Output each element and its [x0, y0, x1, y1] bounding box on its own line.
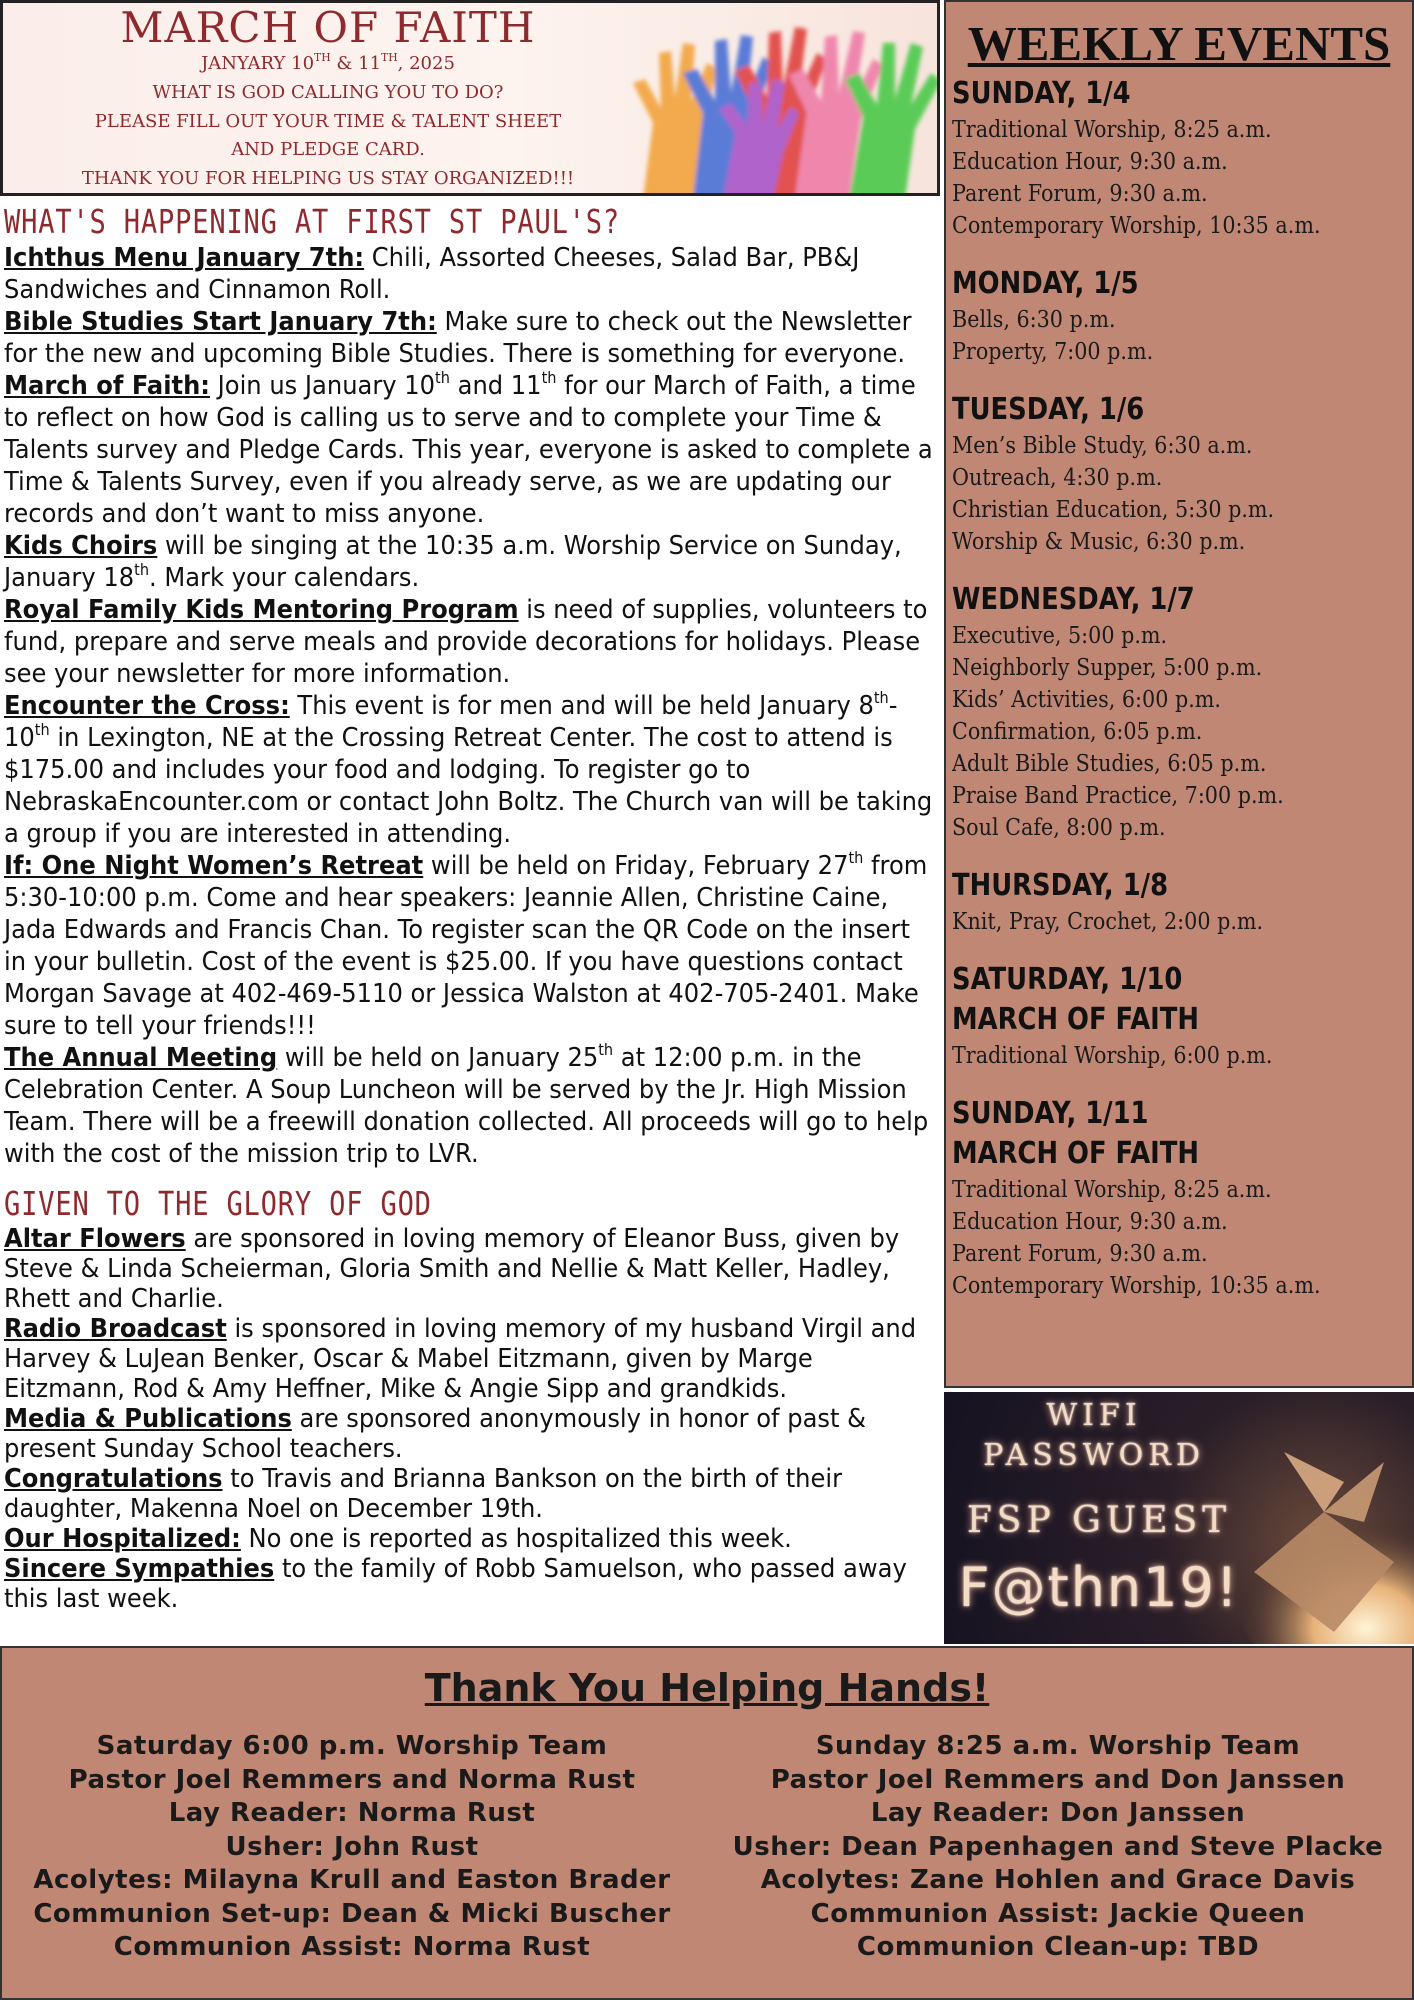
event-item: Education Hour, 9:30 a.m.	[952, 1209, 1228, 1235]
event-item: Knit, Pray, Crochet, 2:00 p.m.	[952, 909, 1264, 935]
annual-meeting-paragraph: The Annual Meeting will be held on January 25th at 12:00 p.m. in the Celebration Center. A Soup Luncheon will be served by the Jr. High Mission Team. There will be a freewill donation collected. All proceeds will go to help with the cost of the mission trip to LVR.	[4, 1040, 929, 1169]
team-line: Pastor Joel Remmers and Norma Rust	[68, 1764, 636, 1795]
kids-choirs-paragraph: Kids Choirs will be singing at the 10:35 a.m. Worship Service on Sunday, January 18th. Mark your calendars.	[4, 531, 902, 593]
event-item: Worship & Music, 6:30 p.m.	[952, 529, 1246, 555]
congratulations-paragraph: Congratulations to Travis and Brianna Bankson on the birth of their daughter, Makenna Noel on December 19th.	[4, 1464, 843, 1524]
event-day-monday-1-5	[946, 264, 1412, 368]
event-item: Contemporary Worship, 10:35 a.m.	[952, 213, 1321, 239]
event-item: Traditional Worship, 6:00 p.m.	[952, 1043, 1273, 1069]
event-item: Men’s Bible Study, 6:30 a.m.	[952, 433, 1253, 459]
event-day-heading: SATURDAY, 1/10	[952, 962, 1183, 997]
banner-title: MARCH OF FAITH	[120, 3, 536, 52]
event-item: Parent Forum, 9:30 a.m.	[952, 181, 1208, 207]
team-line: Usher: John Rust	[225, 1831, 479, 1862]
wifi-label: WIFI	[1046, 1398, 1142, 1433]
colorful-hands-illustration	[623, 13, 940, 196]
event-day-wednesday-1-7	[946, 580, 1412, 844]
event-day-subheading: MARCH OF FAITH	[952, 1136, 1199, 1171]
event-day-saturday-1-10	[946, 960, 1412, 1072]
team-line: Communion Assist: Jackie Queen	[810, 1898, 1306, 1929]
event-day-sunday-1-4	[946, 74, 1412, 242]
team-line: Lay Reader: Don Janssen	[870, 1798, 1246, 1828]
event-day-thursday-1-8	[946, 866, 1412, 938]
event-day-heading: WEDNESDAY, 1/7	[952, 582, 1195, 617]
event-item: Property, 7:00 p.m.	[952, 339, 1154, 365]
event-item: Bells, 6:30 p.m.	[952, 307, 1116, 333]
helping-hands-title: Thank You Helping Hands!	[424, 1666, 990, 1710]
wifi-password: F@thn19!	[958, 1556, 1240, 1619]
banner-line-question: WHAT IS GOD CALLING YOU TO DO?	[152, 82, 504, 103]
event-day-tuesday-1-6	[946, 390, 1412, 558]
wifi-network-name: FSP GUEST	[966, 1500, 1232, 1541]
radio-broadcast-paragraph: Radio Broadcast is sponsored in loving memory of my husband Virgil and Harvey & LuJean Benker, Oscar & Mabel Eitzmann, given by Marge Eitzmann, Rod & Amy Heffner, Mike & Angie Sipp and grandkids.	[4, 1314, 917, 1404]
event-item: Education Hour, 9:30 a.m.	[952, 149, 1228, 175]
event-item: Traditional Worship, 8:25 a.m.	[952, 117, 1272, 143]
media-publications-paragraph: Media & Publications are sponsored anonymously in honor of past & present Sunday School teachers.	[4, 1404, 867, 1464]
bible-studies-paragraph: Bible Studies Start January 7th: Make sure to check out the Newsletter for the new and upcoming Bible Studies. There is something for everyone.	[4, 307, 912, 369]
team-line: Usher: Dean Papenhagen and Steve Placke	[732, 1831, 1384, 1862]
altar-flowers-paragraph: Altar Flowers are sponsored in loving memory of Eleanor Buss, given by Steve & Linda Scheierman, Gloria Smith and Nellie & Matt Keller, Hadley, Rhett and Charlie.	[4, 1224, 900, 1314]
helping-hands-panel	[0, 1646, 1414, 2000]
royal-family-paragraph: Royal Family Kids Mentoring Program is need of supplies, volunteers to fund, prepare and serve meals and provide decorations for holidays. Please see your newsletter for more information.	[4, 595, 928, 689]
team-line: Lay Reader: Norma Rust	[168, 1798, 536, 1828]
wifi-password-panel	[944, 1392, 1414, 1644]
event-item: Neighborly Supper, 5:00 p.m.	[952, 655, 1263, 681]
sunday-team-column	[702, 1730, 1414, 1965]
encounter-cross-paragraph: Encounter the Cross: This event is for men and will be held January 8th-10th in Lexington, NE at the Crossing Retreat Center. The cost to attend is $175.00 and includes your food and lodging. To register go to NebraskaEncounter.com or contact John Boltz. The Church van will be taking a group if you are interested in attending.	[4, 688, 933, 849]
team-line: Acolytes: Milayna Krull and Easton Brader	[33, 1865, 671, 1895]
event-item: Executive, 5:00 p.m.	[952, 623, 1168, 649]
march-of-faith-banner	[0, 0, 940, 196]
banner-date: JANYARY 10TH & 11TH, 2025	[201, 50, 455, 74]
event-day-heading: MONDAY, 1/5	[952, 266, 1139, 301]
ichthus-menu-paragraph: Ichthus Menu January 7th: Chili, Assorted Cheeses, Salad Bar, PB&J Sandwiches and Cinnamon Roll.	[4, 243, 860, 305]
event-item: Soul Cafe, 8:00 p.m.	[952, 815, 1166, 841]
women-retreat-paragraph: If: One Night Women’s Retreat will be held on Friday, February 27th from 5:30-10:00 p.m. Come and hear speakers: Jeannie Allen, Christine Caine, Jada Edwards and Francis Chan. To register scan the QR Code on the insert in your bulletin. Cost of the event is $25.00. If you have questions contact Morgan Savage at 402-469-5110 or Jessica Walston at 402-705-2401. Make sure to tell your friends!!!	[4, 848, 928, 1041]
team-line: Communion Assist: Norma Rust	[113, 1932, 591, 1962]
banner-line-pledge: AND PLEDGE CARD.	[231, 139, 425, 160]
event-item: Contemporary Worship, 10:35 a.m.	[952, 1273, 1321, 1299]
saturday-team-column	[2, 1730, 702, 1965]
event-item: Adult Bible Studies, 6:05 p.m.	[952, 751, 1267, 777]
march-of-faith-paragraph: March of Faith: Join us January 10th and 11th for our March of Faith, a time to reflect on how God is calling us to serve and to complete your Time & Talents survey and Pledge Cards. This year, everyone is asked to complete a Time & Talents Survey, even if you already serve, as we are updating our records and don’t want to miss anyone.	[4, 368, 933, 529]
event-item: Traditional Worship, 8:25 a.m.	[952, 1177, 1272, 1203]
team-line: Saturday 6:00 p.m. Worship Team	[96, 1731, 608, 1761]
team-line: Communion Set-up: Dean & Micki Buscher	[33, 1898, 671, 1929]
event-day-heading: THURSDAY, 1/8	[952, 868, 1169, 903]
event-day-sunday-1-11	[946, 1094, 1412, 1302]
event-day-heading: TUESDAY, 1/6	[952, 392, 1145, 427]
glory-of-god-heading: GIVEN TO THE GLORY OF GOD	[4, 1184, 432, 1223]
password-label: PASSWORD	[983, 1438, 1205, 1473]
event-item: Confirmation, 6:05 p.m.	[952, 719, 1203, 745]
team-line: Communion Clean-up: TBD	[856, 1932, 1260, 1962]
team-line: Sunday 8:25 a.m. Worship Team	[815, 1731, 1301, 1761]
banner-line-fill-out: PLEASE FILL OUT YOUR TIME & TALENT SHEET	[94, 111, 562, 132]
event-day-heading: SUNDAY, 1/4	[952, 76, 1131, 111]
weekly-events-panel	[944, 0, 1414, 1388]
event-item: Outreach, 4:30 p.m.	[952, 465, 1163, 491]
event-item: Praise Band Practice, 7:00 p.m.	[952, 783, 1284, 809]
banner-line-thanks: THANK YOU FOR HELPING US STAY ORGANIZED!!!	[81, 168, 575, 189]
hospitalized-paragraph: Our Hospitalized: No one is reported as hospitalized this week.	[4, 1524, 792, 1554]
main-content-column	[4, 202, 940, 1614]
sympathies-paragraph: Sincere Sympathies to the family of Robb Samuelson, who passed away this last week.	[4, 1554, 907, 1614]
event-item: Parent Forum, 9:30 a.m.	[952, 1241, 1208, 1267]
event-item: Christian Education, 5:30 p.m.	[952, 497, 1275, 523]
weekly-events-title: WEEKLY EVENTS	[967, 16, 1391, 71]
event-day-subheading: MARCH OF FAITH	[952, 1002, 1199, 1037]
team-line: Acolytes: Zane Hohlen and Grace Davis	[760, 1865, 1356, 1895]
team-line: Pastor Joel Remmers and Don Janssen	[770, 1764, 1346, 1795]
event-item: Kids’ Activities, 6:00 p.m.	[952, 687, 1222, 713]
whats-happening-heading: WHAT'S HAPPENING AT FIRST ST PAUL'S?	[4, 202, 621, 241]
event-day-heading: SUNDAY, 1/11	[952, 1096, 1149, 1131]
